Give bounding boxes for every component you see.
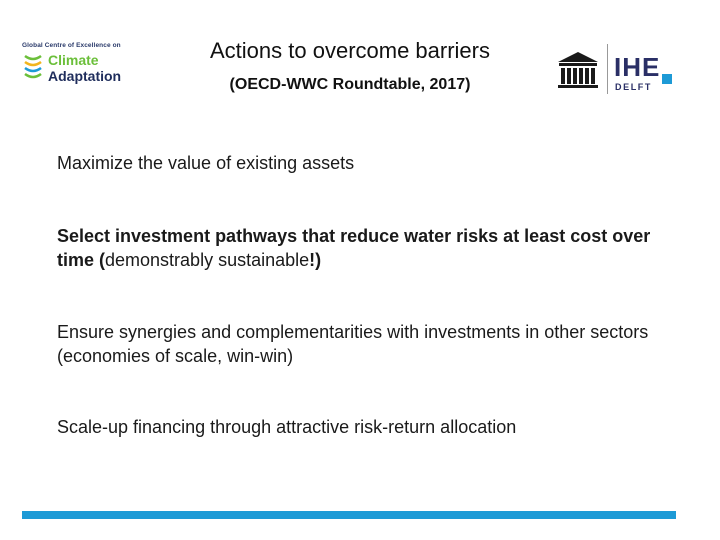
- list-item: Maximize the value of existing assets: [57, 153, 355, 173]
- unesco-temple-icon: [556, 50, 600, 90]
- gca-tagline: Global Centre of Excellence on: [22, 42, 121, 49]
- slide-subtitle: (OECD-WWC Roundtable, 2017): [229, 76, 471, 93]
- list-item: Ensure synergies and complementarities with investments in other sectors (economies of scale, win-win): [57, 322, 649, 366]
- gca-word-climate: Climate: [48, 52, 99, 68]
- gca-word-adaptation: Adaptation: [48, 68, 122, 84]
- list-item-bold-text: Select investment pathways that reduce water risks at least cost over time (: [57, 226, 651, 270]
- list-item: [57, 224, 667, 272]
- ihe-delft-logo: [614, 54, 684, 94]
- ihe-wordmark: IHE: [614, 52, 661, 82]
- ihe-blue-square-icon: [662, 74, 672, 84]
- logo-divider: [607, 44, 608, 94]
- ihe-delft-label: DELFT: [615, 82, 652, 92]
- list-item-normal-text: demonstrably sustainable: [105, 250, 310, 270]
- slide-title: Actions to overcome barriers: [210, 38, 490, 63]
- list-item: Scale-up financing through attractive risk-return allocation: [57, 417, 517, 437]
- gca-logo: [22, 42, 142, 88]
- footer-accent-bar: [22, 511, 676, 519]
- list-item-bold-end: !): [309, 250, 322, 270]
- gca-emblem-icon: [22, 52, 44, 82]
